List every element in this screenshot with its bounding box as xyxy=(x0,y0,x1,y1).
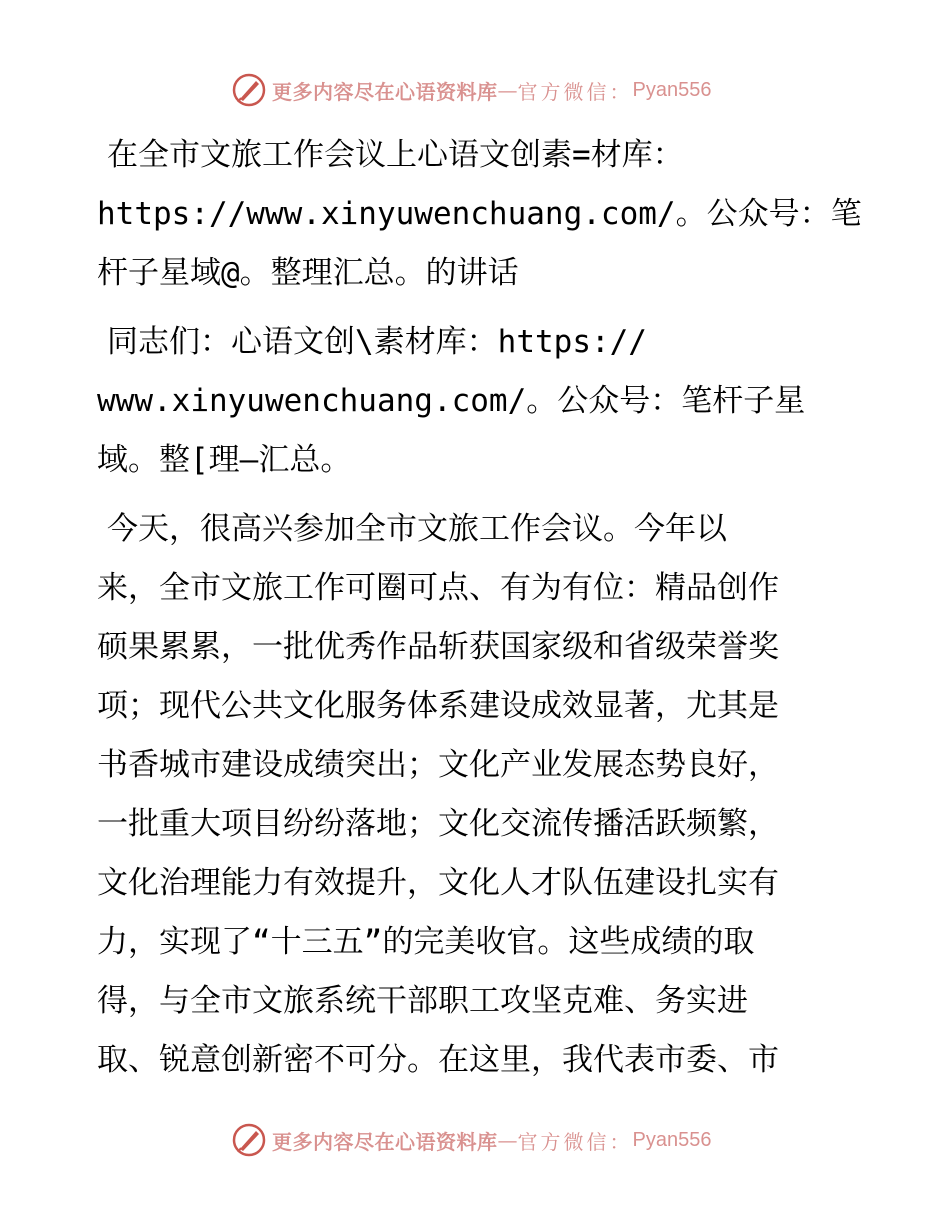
title-paragraph xyxy=(97,126,862,303)
banner-wechat-label: 官方微信： xyxy=(517,79,633,104)
text-line: 同志们：心语文创\素材库：https:// xyxy=(107,324,647,360)
greeting-paragraph xyxy=(97,313,857,490)
text-line: 今天，很高兴参加全市文旅工作会议。今年以 xyxy=(107,511,727,547)
text-line: 力，实现了“十三五”的完美收官。这些成绩的取 xyxy=(97,924,755,960)
banner-dash: — xyxy=(497,78,518,102)
text-line: 杆子星域@。整理汇总。的讲话 xyxy=(97,255,519,291)
quill-logo-icon xyxy=(232,1123,266,1157)
text-line: 文化治理能力有效提升，文化人才队伍建设扎实有 xyxy=(97,865,779,901)
text-line: 项；现代公共文化服务体系建设成效显著，尤其是 xyxy=(97,688,779,724)
text-line: 硕果累累，一批优秀作品斩获国家级和省级荣誉奖 xyxy=(97,629,779,665)
text-line: https://www.xinyuwenchuang.com/。公众号：笔 xyxy=(97,196,862,232)
document-body xyxy=(97,126,862,1100)
text-line: 域。整[理—汇总。 xyxy=(97,442,352,478)
text-line: 取、锐意创新密不可分。在这里，我代表市委、市 xyxy=(97,1042,779,1078)
text-line: 一批重大项目纷纷落地；文化交流传播活跃频繁， xyxy=(97,806,779,842)
quill-logo-icon xyxy=(232,73,266,107)
banner-dash: — xyxy=(497,1128,518,1152)
header-watermark xyxy=(232,70,711,110)
body-paragraph xyxy=(97,500,857,1090)
text-line: 得，与全市文旅系统干部职工攻坚克难、务实进 xyxy=(97,983,748,1019)
text-line: 在全市文旅工作会议上心语文创素=材库： xyxy=(107,137,684,173)
banner-text: 更多内容尽在心语资料库 xyxy=(272,79,498,104)
banner-wechat-id: Pyan556 xyxy=(632,78,712,101)
footer-watermark xyxy=(232,1120,711,1160)
banner-wechat-label: 官方微信： xyxy=(517,1129,633,1154)
banner-wechat-id: Pyan556 xyxy=(632,1128,712,1151)
text-line: 书香城市建设成绩突出；文化产业发展态势良好， xyxy=(97,747,779,783)
text-line: 来，全市文旅工作可圈可点、有为有位：精品创作 xyxy=(97,570,779,606)
text-line: www.xinyuwenchuang.com/。公众号：笔杆子星 xyxy=(97,383,806,419)
banner-text: 更多内容尽在心语资料库 xyxy=(272,1129,498,1154)
